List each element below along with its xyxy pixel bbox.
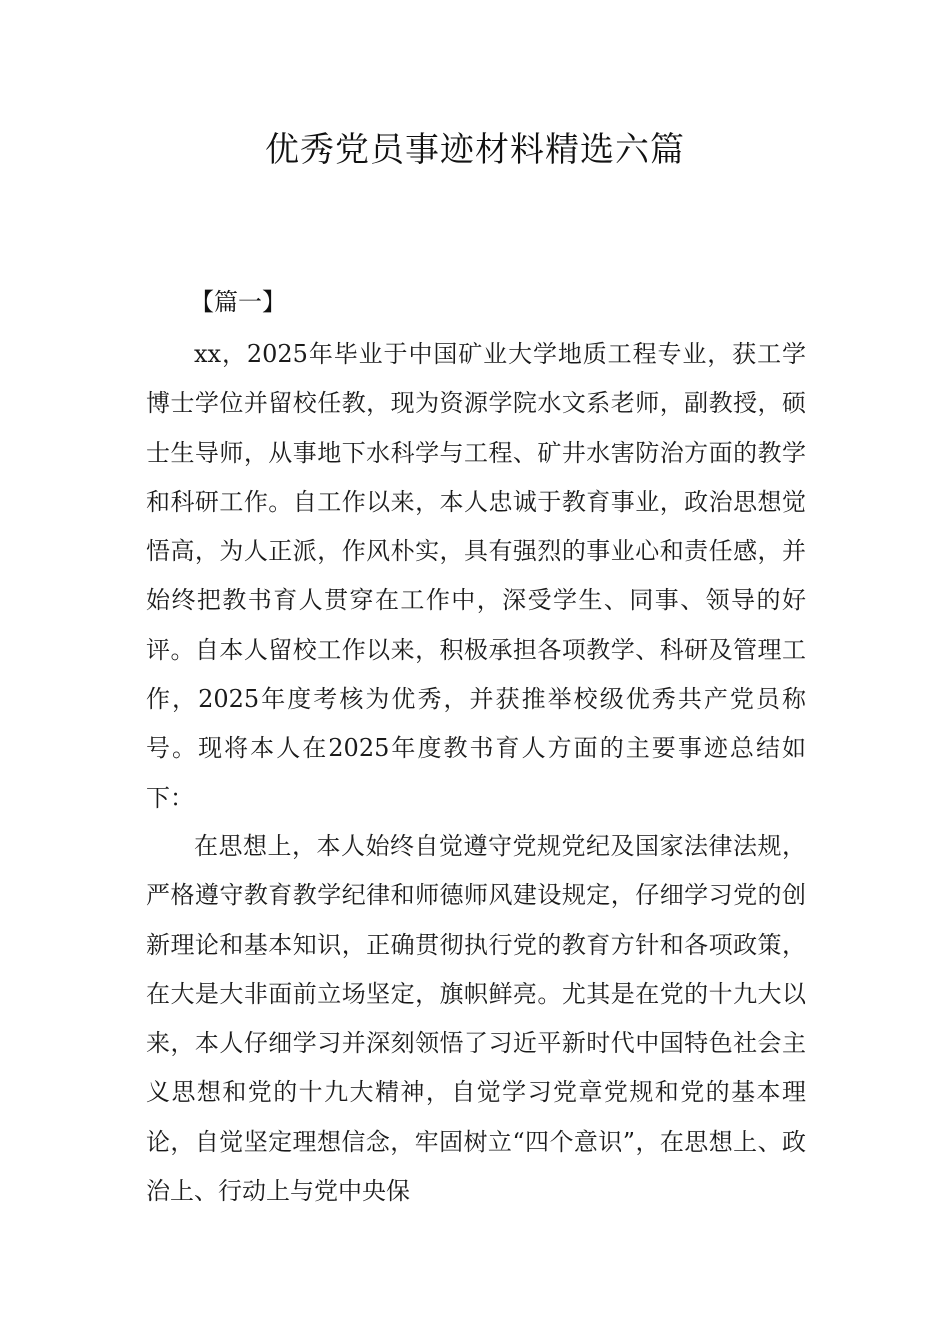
section-label: 【篇一】: [190, 288, 286, 316]
document-title: 优秀党员事迹材料精选六篇: [265, 130, 685, 170]
body-paragraph-1: xx，2025年毕业于中国矿业大学地质工程专业，获工学博士学位并留校任教，现为资源学院水文系老师，副教授，硕士生导师，从事地下水科学与工程、矿井水害防治方面的教学和科研工作。自工作以来，本人忠诚于教育事业，政治思想觉悟高，为人正派，作风朴实，具有强烈的事业心和责任感，并始终把教书育人贯穿在工作中，深受学生、同事、领导的好评。自本人留校工作以来，积极承担各项教学、科研及管理工作，2025年度考核为优秀，并获推举校级优秀共产党员称号。现将本人在2025年度教书育人方面的主要事迹总结如下：: [146, 340, 806, 812]
body-paragraph-2: 在思想上，本人始终自觉遵守党规党纪及国家法律法规，严格遵守教育教学纪律和师德师风建设规定，仔细学习党的创新理论和基本知识，正确贯彻执行党的教育方针和各项政策，在大是大非面前立场坚定，旗帜鲜亮。尤其是在党的十九大以来，本人仔细学习并深刻领悟了习近平新时代中国特色社会主义思想和党的十九大精神，自觉学习党章党规和党的基本理论，自觉坚定理想信念，牢固树立“四个意识”，在思想上、政治上、行动上与党中央保: [146, 832, 806, 1206]
